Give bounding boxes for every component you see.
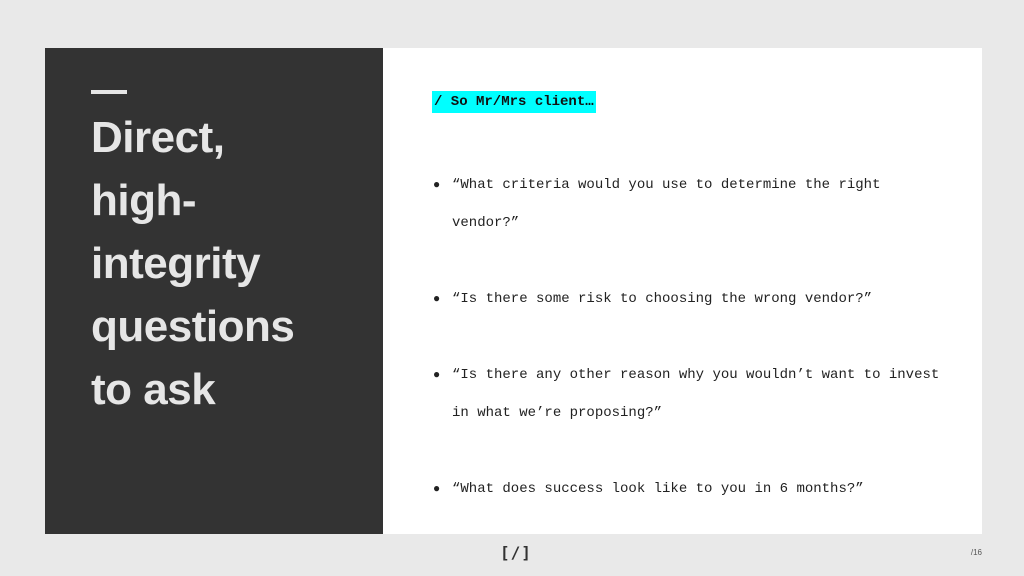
bullet-icon: ● — [433, 178, 441, 192]
bullet-icon: ● — [433, 482, 441, 496]
question-item — [431, 470, 951, 508]
question-item — [431, 356, 951, 432]
title-dash — [91, 90, 127, 94]
question-list — [431, 166, 951, 546]
bullet-icon: ● — [433, 368, 441, 382]
page-number: /16 — [970, 548, 982, 557]
title-panel — [45, 48, 383, 534]
question-item — [431, 166, 951, 242]
question-text: “Is there some risk to choosing the wrong vendor?” — [452, 291, 873, 307]
question-text: “What criteria would you use to determine the right vendor?” — [452, 177, 881, 231]
question-text: “Is there any other reason why you wouldn’t want to invest in what we’re proposing?” — [452, 367, 940, 421]
question-text: “What does success look like to you in 6 months?” — [452, 481, 864, 497]
brand-logo-icon: [/] — [500, 543, 532, 562]
content-panel — [383, 48, 982, 534]
slide-title: Direct, high- integrity questions to ask — [91, 113, 295, 414]
bullet-icon: ● — [433, 292, 441, 306]
question-item — [431, 280, 951, 318]
slide-subtitle: / So Mr/Mrs client… — [432, 91, 596, 113]
